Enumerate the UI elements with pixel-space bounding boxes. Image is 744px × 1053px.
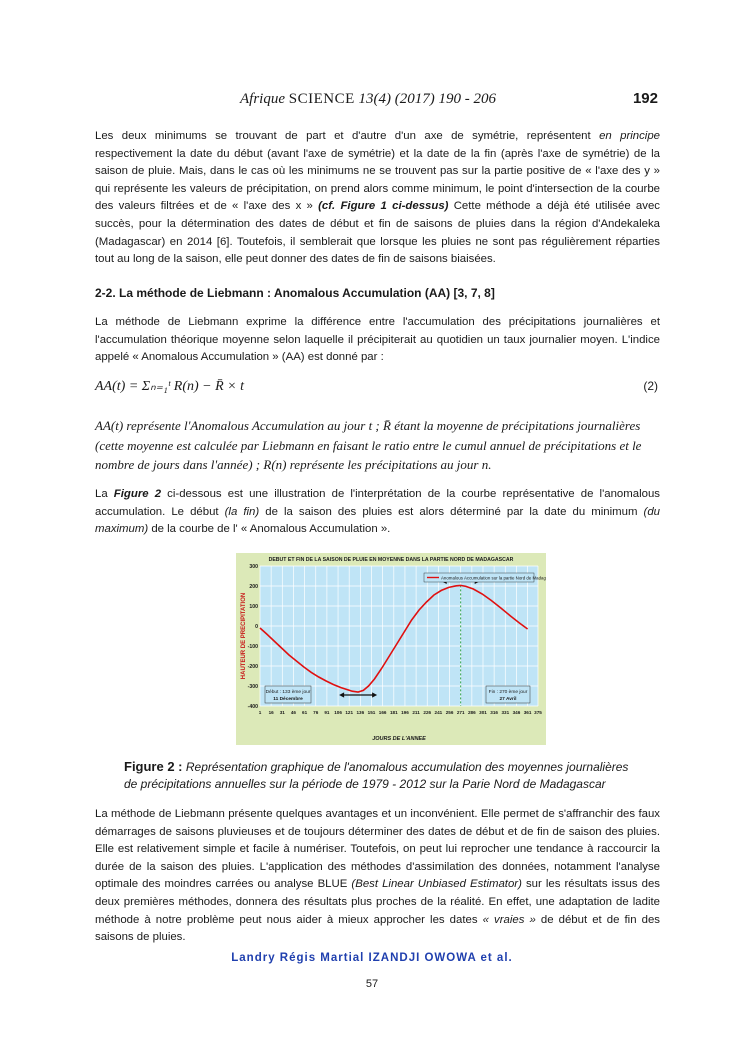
para3-text-b: ci-dessous est une illustration de l'interprétation de la courbe représentative de l'anomalous accumulation. Le début [95,488,660,518]
x-tick-label: 46 [290,710,297,715]
journal-name-science: SCIENCE [288,91,355,107]
annotation-end-line2: 27 Avril [499,697,517,702]
x-tick-label: 301 [479,710,487,715]
para1-emph-principe: en principe [599,130,660,142]
x-tick-label: 316 [490,710,498,715]
x-tick-label: 181 [389,710,398,715]
chart-legend [424,573,546,582]
para4-text-a: La méthode de Liebmann présente quelques avantages et un inconvénient. Elle permet de s'affranchir des faux démarrages de saisons pluvieuses et de toujours déterminer des dates de début et de fin de saison des pluies. Elle est relativement simple et facile à numériser. Toutefois, on peut lui reprocher une tendance à raccourcir la durée de la saison des pluies. L'application des méthodes d'assimilation des données, notamment l'analyse optimale des moindres carrées ou analyse BLUE [95,808,660,891]
x-tick-label: 361 [523,710,532,715]
para3-emph-maximum: (du maximum) [95,505,660,536]
x-tick-label: 375 [534,710,542,715]
y-tick-label: 0 [255,623,258,630]
journal-name-italic: Afrique [240,91,285,107]
y-tick-label: -100 [247,643,258,650]
para3-emph-fin: (la fin) [224,505,260,518]
y-tick-label: -200 [247,663,258,670]
annotation-start [265,686,311,703]
para3-text-a: La [95,488,114,500]
para1-text-c: Cette méthode a déjà été utilisée avec succès, pour la détermination des dates de début et fin de saisons de pluies dans la région d'Andekaleka (Madagascar) en 2014 [6]. Toutefois, il semblerait que lorsque les pluies ne sont pas régulièrement réparties tout au long de la saison, elle peut donner des dates de fin de saisons biaisées. [95,200,660,266]
annotation-end [486,686,530,703]
para4-text-c: de début et de fin des saisons de pluies. [95,913,660,944]
paragraph-2: La méthode de Liebmann exprime la différence entre l'accumulation des précipitations journalières et l'accumulation théorique moyenne selon laquelle il précipiterait au quotidien un taux journalier moyen. L'indice appelé « Anomalous Accumulation » (AA) est donné par : [95,316,660,364]
figure-caption-text: Représentation graphique de l'anomalous accumulation des moyennes journalières de précipitations annuelles sur la période de 1979 - 2012 sur la Parie Nord de Madagascar [124,760,629,791]
equation-2: AA(t) = Σₙ₌₁ᵗ R(n) − R̄ × t [95,379,244,394]
figure-2 [236,553,546,745]
x-tick-label: 151 [367,710,376,715]
y-tick-label: -300 [247,683,258,690]
legend-label: Anomalous Accumulation sur la partie Nord de Madagascar [441,575,546,581]
footer-authors: Landry Régis Martial IZANDJI OWOWA et al. [231,952,513,964]
equation-number: (2) [643,379,658,393]
figure-caption-label: Figure 2 : [124,759,183,774]
para1-figure-ref: (cf. Figure 1 ci-dessus) [318,200,449,213]
figure-caption [124,758,644,793]
anomalous-accumulation-chart [236,553,546,745]
journal-header [240,91,496,108]
para4-emph-vraies: « vraies » [482,913,536,926]
y-tick-label: -400 [247,703,258,710]
x-tick-label: 61 [302,710,308,715]
para1-text-b: respectivement la date du début (avant l'axe de symétrie) et la date de la fin (après l'axe de symétrie) de la saison de pluie. Mais, dans le cas où les minimums ne se trouvent pas sur la partie positive de « l'axe des y » qui représente les valeurs de précipitation, on prend alors comme minimum, le point d'intersection de la courbe des valeurs filtrées et de « l'axe des x » [95,147,660,213]
y-tick-label: 300 [249,563,258,570]
x-tick-label: 31 [279,710,285,715]
x-axis-label: JOURS DE L'ANNEE [372,736,426,742]
x-tick-label: 286 [468,710,476,715]
paragraph-3 [95,486,660,539]
para4-text-b: sur les résultats issus des deux premières méthodes, donnera des résultats plus proches de la réalité. En effet, une adaptation de ladite méthode à notre problème peut nous aider à mieux approcher les dates [95,878,660,926]
x-tick-label: 196 [401,710,409,715]
x-tick-label: 1 [258,710,262,715]
para1-text-a: Les deux minimums se trouvant de part et d'autre d'un axe de symétrie, représentent [95,130,600,142]
x-tick-label: 91 [324,710,330,715]
x-tick-label: 136 [356,710,365,715]
x-tick-label: 211 [412,710,420,715]
plot-area [260,566,538,706]
annotation-start-line1: Début : 133 ème jour [265,690,311,695]
x-tick-label: 346 [512,710,521,715]
equation-description: AA(t) représente l'Anomalous Accumulation au jour t ; R̄ étant la moyenne de précipitations journalières (cette moyenne est calculée par Liebmann en faisant le ratio entre le cumul annuel de précipitations et le nombre de jours dans l'année) ; R(n) représente les précipitations au jour n. [95,418,642,472]
para3-text-c: de la saison des pluies est alors déterminé par la date du minimum [259,505,644,518]
annotation-start-line2: 11 Décembre [273,697,303,702]
x-tick-label: 106 [334,710,342,715]
x-tick-label: 226 [423,710,432,715]
para4-emph-blue: (Best Linear Unbiased Estimator) [351,878,522,891]
para3-text-d: de la courbe de l' « Anomalous Accumulation ». [148,523,391,536]
annotation-end-line1: Fin : 270 ème jour [488,690,528,695]
y-axis-label: HAUTEUR DE PRECIPITATION [241,592,247,680]
journal-reference: 13(4) (2017) 190 - 206 [358,91,496,107]
x-tick-label: 331 [501,710,510,715]
x-tick-label: 16 [268,710,274,715]
section-title: 2-2. La méthode de Liebmann : Anomalous Accumulation (AA) [3, 7, 8] [95,286,495,300]
chart-title: DEBUT ET FIN DE LA SAISON DE PLUIE EN MOYENNE DANS LA PARTIE NORD DE MADAGASCAR [268,557,514,563]
paragraph-4 [95,806,660,947]
x-tick-label: 271 [456,710,465,715]
x-tick-label: 121 [345,710,354,715]
paragraph-1 [95,128,660,269]
y-tick-label: 200 [249,583,258,590]
x-tick-label: 241 [434,710,443,715]
y-tick-label: 100 [249,603,258,610]
x-tick-label: 166 [378,710,387,715]
x-tick-label: 256 [445,710,454,715]
footer-page-number: 57 [365,978,379,990]
para3-figure-ref: Figure 2 [113,488,162,500]
x-tick-label: 76 [313,710,319,715]
header-page-number: 192 [632,90,658,107]
